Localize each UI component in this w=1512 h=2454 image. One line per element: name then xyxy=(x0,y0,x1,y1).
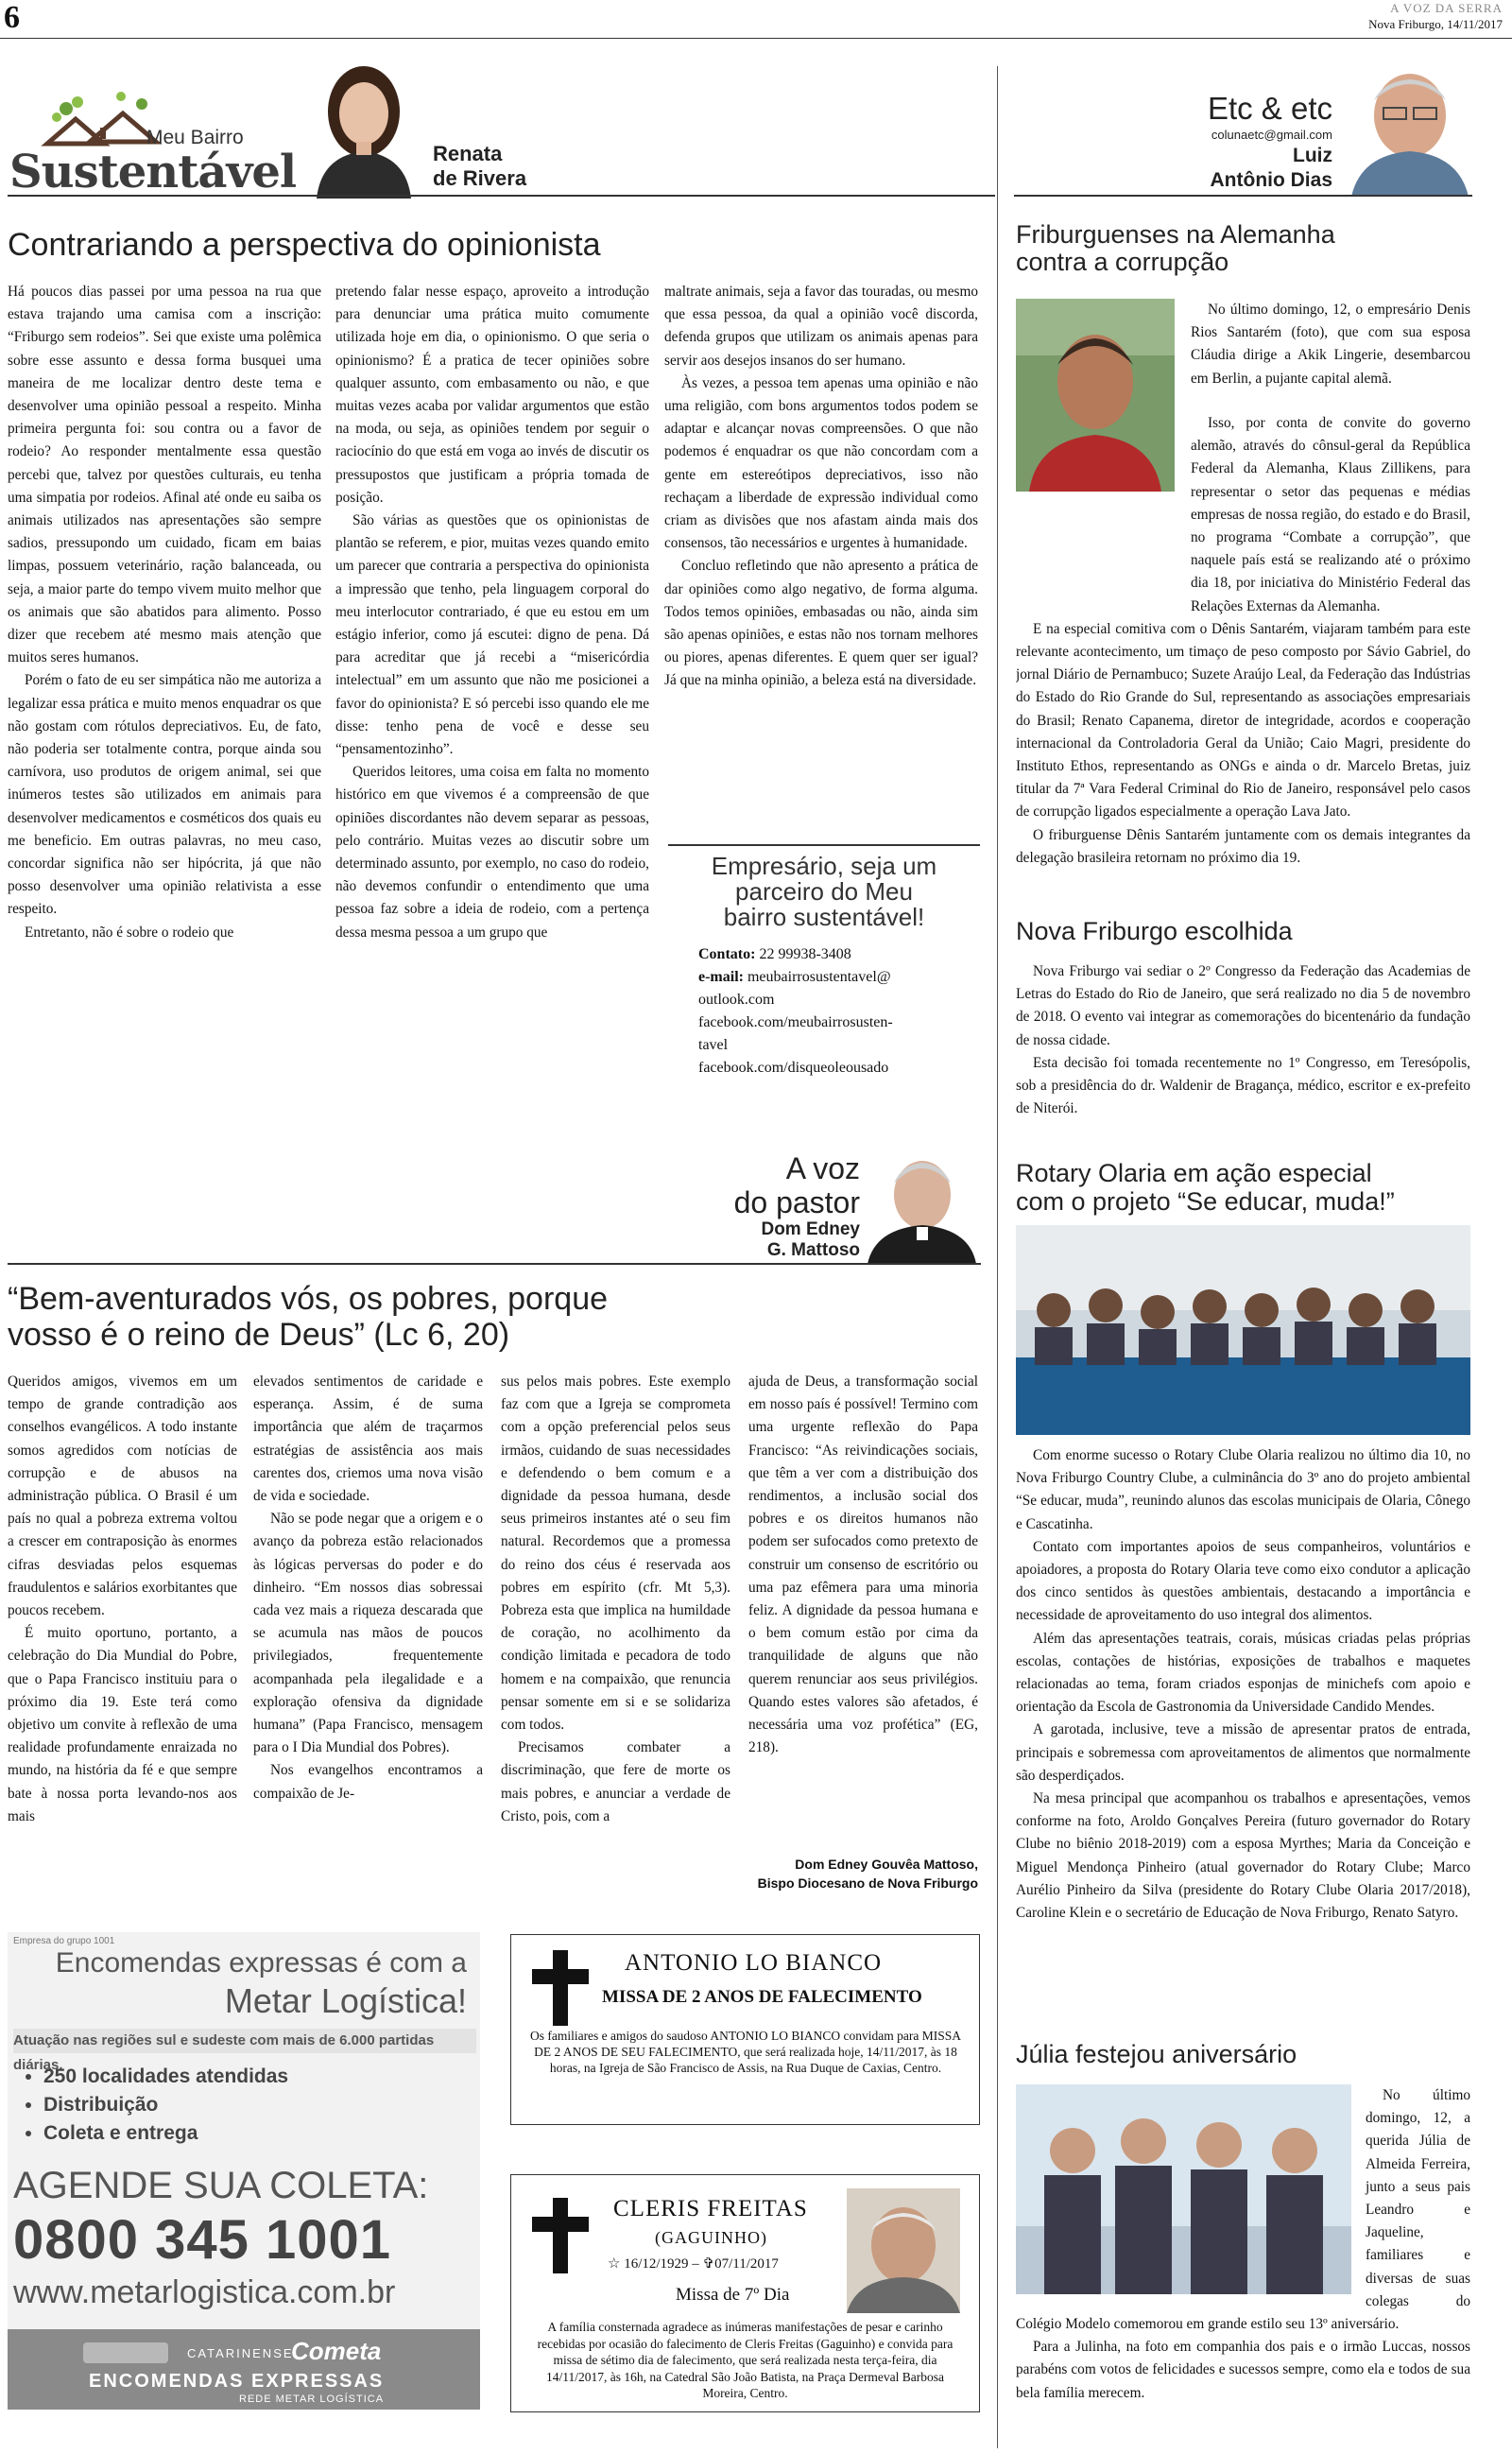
ad-bullet: • Coleta e entrega xyxy=(43,2119,288,2148)
story1-body xyxy=(1016,412,1470,904)
obit2-dates: ☆ 16/12/1929 – ✞07/11/2017 xyxy=(608,2256,779,2272)
ad-slogan xyxy=(56,1945,467,2021)
paragraph: É muito oportuno, portanto, a celebração do Dia Mundial do Pobre, que o Papa Francisco instituiu para o próximo dia 19. Este terá como objetivo um convite à reflexão de uma realidade profundamente enraizada no mundo, na história da fé e que sempre bate à nossa porta levando-nos aos mais xyxy=(8,1625,237,1824)
paragraph: Concluo refletindo que não apresento a prática de dar opiniões como algo negativo, de forma alguma. Todos temos opiniões, embasadas ou não, ainda sim são apenas opiniões, e estas não nos tornam melhores ou piores, apenas diferentes. E quem quer ser igual? Já que na minha opinião, a beleza está na diversidade. xyxy=(664,558,978,689)
article2-col2 xyxy=(253,1371,483,1889)
obit1-name: ANTONIO LO BIANCO xyxy=(625,1950,883,1976)
paragraph: elevados sentimentos de caridade e esperança. Assim, é de suma importância que além de traçarmos estratégias de assistência aos mais carentes dos, criemos uma nova visão de vida e sociedade. xyxy=(253,1374,483,1505)
left-header-rule xyxy=(8,195,995,197)
email-label: e-mail: xyxy=(698,969,744,985)
paragraph: ajuda de Deus, a transformação social em nosso país é possível! Termino com uma urgente reflexão do Papa Francisco: “As reivindicações sociais, que têm a ver com a distribuição dos rendimentos, a inclusão social dos pobres e os direitos humanos não podem ser sufocados como pretexto de construir um consenso de escritório ou uma paz efêmera para uma minoria feliz. A dignidade da pessoa humana e o bem comum estão por cima da tranquilidade de alguns que não querem renunciar aos seus privilégios. Quando estes valores são afetados, é necessária uma voz profética” (EG, 218). xyxy=(748,1374,978,1756)
signature-line2: Bispo Diocesano de Nova Friburgo xyxy=(757,1875,978,1891)
obituary-cleris xyxy=(510,2174,980,2412)
promo-contact xyxy=(698,943,980,966)
paragraph: E na especial comitiva com o Dênis Santarém, viajaram também para este relevante acontecimento, um timaço de peso composto por Sávio Gabriel, do jornal Diário de Pernambuco; Suzete Araújo Leal, da Federação das Indústrias do Estado do Rio Grande do Sul, representando as associações empresariais do Brasil; Renato Capanema, diretor de integridade, acordos e cooperação internacional da Controladoria Geral da União; Caio Magri, presidente do Instituto Ethos, representando as ONGs e ainda o dr. Marcelo Bretas, juiz titular da 7ª Vara Federal Criminal do Rio de Janeiro, responsável pelo casos de corrupção ligados especialmente a operação Lava Jato. xyxy=(1016,620,1470,821)
paragraph: No último domingo, 12, o empresário Denis Rios Santarém (foto), que com sua esposa Cláudia dirige a Akik Lingerie, desembarcou em Berlin, a pujante capital alemã. xyxy=(1191,302,1470,387)
paragraph: Há poucos dias passei por uma pessoa na rua que estava trajando uma camisa com a inscrição: “Friburgo sem rodeios”. Sei que existe uma polêmica sobre esse assunto e dessa forma busquei uma maneira de me localizar dentro deste tema e desenvolver uma opinião pessoal a respeito. Minha primeira pergunta foi: sou contra ou a favor de rodeio? Ao responder mentalmente essa questão percebi que, talvez por questões culturais, eu tenha uma simpatia por rodeios. Afinal até onde eu saiba os animais utilizados nas apresentações são sempre sadios, pressupondo um cuidado, ficam em baias limpas, possuem veterinário, ração balanceada, ou seja, a maior parte do tempo vivem muito melhor que os animais que são abatidos para alimento. Posso dizer que recebem até mesmo mais atenção que muitos seres humanos. xyxy=(8,284,321,666)
story1-title xyxy=(1016,221,1335,276)
article2-title xyxy=(8,1281,608,1353)
page-number: 6 xyxy=(4,0,20,35)
paragraph: No último domingo, 12, a querida Júlia de Almeida Ferreira, junto a seus pais Leandro e Jaqueline, familiares e diversas de suas colegas do Colégio Modelo comemorou em grande estilo seu 13º aniversário. xyxy=(1016,2087,1470,2333)
ad-brand2: Cometa xyxy=(291,2337,382,2365)
etc-title: Etc & etc xyxy=(1207,91,1332,126)
contact-label: Contato: xyxy=(698,946,756,962)
ad-phone[interactable]: 0800 345 1001 xyxy=(13,2209,392,2271)
paragraph: pretendo falar nesse espaço, aproveito a introdução para denunciar uma prática muito comumente utilizada hoje em dia, o opinionismo. O que seria o opinionismo? É a pratica de tecer opiniões sobre qualquer assunto, com embasamento ou não, e que muitas vezes acaba por validar argumentos que estão na moda, ou seja, as opiniões tendem por seguir o raciocínio do que está em voga ao invés de discutir os pressupostos que justificam a própria tomada de posição. xyxy=(335,284,649,506)
logo-big-text: Sustentável xyxy=(9,146,297,199)
paragraph: A garotada, inclusive, teve a missão de apresentar pratos de entrada, principais e sobremessa com aproveitamentos de alimentos que normalmente são desperdiçados. xyxy=(1016,1721,1470,1784)
article2-rule xyxy=(8,1263,981,1265)
article2-col1 xyxy=(8,1371,237,1889)
pastor-name1: Dom Edney xyxy=(761,1219,860,1239)
paragraph: Além das apresentações teatrais, corais, músicas criadas pelas próprias escolas, contações de histórias, exposições de trabalhos e maquetes relacionadas ao tema, foram criados esponjas de minichefs com apoio e orientação da Escola de Gastronomia da Universidade Candido Mendes. xyxy=(1016,1630,1470,1716)
article2-title-line2: vosso é o reino de Deus” (Lc 6, 20) xyxy=(8,1317,510,1353)
article1-col1 xyxy=(8,281,321,1094)
paragraph: Queridos amigos, vivemos em um tempo de grande contradição aos conselhos evangélicos. A todo instante somos agredidos com notícias de corrupção e de abusos na administração pública. O Brasil é um país no qual a pobreza extrema voltou a crescer em contraposição às enormes cifras desviadas pelos esquemas fraudulentos e salários exorbitantes que poucos recebem. xyxy=(8,1374,237,1619)
ad-bullets xyxy=(8,2063,288,2148)
author-last: de Rivera xyxy=(433,166,527,190)
obit1-subtitle: MISSA DE 2 ANOS DE FALECIMENTO xyxy=(602,1987,922,2007)
obit2-subtitle: Missa de 7º Dia xyxy=(676,2285,790,2305)
etc-email[interactable]: colunaetc@gmail.com xyxy=(1211,128,1332,142)
paragraph: Nos evangelhos encontramos a compaixão de Je- xyxy=(253,1762,483,1802)
paragraph: Queridos leitores, uma coisa em falta no momento histórico em que vivemos é a compreensão de que opiniões discordantes não devem separar as pessoas, pelo contrário. Muitas vezes ao discutir sobre um determinado assunto, por exemplo, no caso do rodeio, não devemos confundir o entendimento que uma pessoa faz sobre a ideia de rodeio, com a pertença dessa mesma pessoa a um grupo que xyxy=(335,764,649,941)
paragraph: Isso, por conta de convite do governo alemão, através do cônsul-geral da República Federal da Alemanha, Klaus Zillikens, para representar o setor das pequenas e médias empresas de nossa região, do estado e do Brasil, no programa “Combate a corrupção”, que naquele país está se realizando até o próximo dia 18, por iniciativa do Ministério Federal das Relações Externas da Alemanha. xyxy=(1191,415,1470,614)
contact-value[interactable]: 22 99938-3408 xyxy=(759,946,851,962)
ad-cta: AGENDE SUA COLETA: xyxy=(13,2165,429,2206)
bus-icon xyxy=(83,2342,168,2363)
sustentavel-logo xyxy=(9,85,297,199)
right-header-rule xyxy=(1014,195,1472,197)
masthead-rule xyxy=(0,38,1512,39)
paragraph: São várias as questões que os opinionistas de plantão se referem, e pior, muitas vezes quando emito um parecer que contraria a perspectiva do opinionista a impressão que tenho, pela linguagem corporal do meu interlocutor contrariado, é que eu estou em um estágio inferior, como já escutei: digno de pena. Dá para acreditar que já recebi a “misericórdia intelectual” em um assunto que não me posicionei a favor do opinionista? E só percebi isso quando ele me disse: tenho pena de você e desse seu “pensamentozinho”. xyxy=(335,512,649,758)
article1-col3 xyxy=(664,281,978,829)
ad-coverage: Atuação nas regiões sul e sudeste com mais de 6.000 partidas diárias. xyxy=(13,2029,476,2053)
paragraph: O friburguense Dênis Santarém juntamente com os demais integrantes da delegação brasileira retornam no próximo dia 19. xyxy=(1016,826,1470,866)
cross-icon xyxy=(532,1950,589,2026)
etc-header xyxy=(1115,91,1332,193)
signature-line1: Dom Edney Gouvêa Mattoso, xyxy=(795,1857,978,1872)
pastor-heading2: do pastor xyxy=(733,1185,860,1219)
ad-slogan2: Metar Logística! xyxy=(224,1981,467,2020)
article2-title-line1: “Bem-aventurados vós, os pobres, porque xyxy=(8,1281,609,1317)
paragraph: maltrate animais, seja a favor das touradas, ou mesmo que essa pessoa, da qual a opinião você discorda, defenda grupos que utilizam os animais apenas para servir aos desejos insanos do ser humano. xyxy=(664,284,978,369)
obit2-nickname: (GAGUINHO) xyxy=(655,2228,767,2247)
story2-body xyxy=(1016,960,1470,1149)
paragraph: Porém o fato de eu ser simpática não me autoriza a legalizar essa prática e muito menos enquadrar os que não gostam com rótulos depreciativos. Eu, de fato, não poderia ser totalmente contra, porque ainda sou carnívora, uso produtos de origem animal, sei que inúmeros testes são utilizados em animais para desenvolver medicamentos e cosméticos dos quais eu me beneficio. Em outras palavras, no meu caso, concordar significa não ser hipócrita, já que não posso desenvolver uma opinião relativista a esse respeito. xyxy=(8,672,321,918)
promo-box xyxy=(668,844,980,1103)
promo-email xyxy=(698,966,980,989)
ad-brand-bar xyxy=(8,2329,480,2410)
pastor-name2: G. Mattoso xyxy=(766,1240,860,1260)
ad-slogan1: Encomendas expressas é com a xyxy=(55,1947,467,1979)
obit2-text: A família consternada agradece as inúmeras manifestações de pesar e carinho recebidas por ocasião do falecimento de Cleris Freitas (Gaguinho) e convida para missa de sétimo dia de falecimento, que será realizada nesta terça-feira, dia 14/11/2017, às 16h, na Catedral São João Batista, na Praça Dermeval Barbosa Moreira, Centro. xyxy=(537,2320,954,2400)
story3-body xyxy=(1016,1444,1470,2040)
paragraph: Contato com importantes apoios de seus companheiros, voluntários e apoiadores, a proposta do Rotary Olaria teve como eixo condutor a aplicação dos cinco sentidos às questões ambientais, destacando a importância e necessidade de aproveitamento do uso integral dos alimentos. xyxy=(1016,1538,1470,1624)
obit1-text: Os familiares e amigos do saudoso ANTONIO LO BIANCO convidam para MISSA DE 2 ANOS DE SEU FALECIMENTO, que será realizada hoje, 14/11/2017, às 18 horas, na Igreja de São Francisco de Assis, na Rua Duque de Caxias, Centro. xyxy=(529,2029,962,2075)
author-first: Renata xyxy=(433,142,503,165)
paragraph: Para a Julinha, na foto em companhia dos pais e o irmão Luccas, nossos parabéns com votos de felicidades e sucessos sempre, como ela e todos de sua bela família merecem. xyxy=(1016,2339,1470,2401)
email-value-continued[interactable]: outlook.com xyxy=(698,992,775,1008)
ad-group-tag: Empresa do grupo 1001 xyxy=(13,1936,115,1946)
promo-line2: parceiro do Meu xyxy=(735,877,913,906)
paragraph: Precisamos combater a discriminação, que fere de morte os mais pobres, e anunciar a verdade de Cristo, pois, com a xyxy=(501,1739,730,1824)
story2-title: Nova Friburgo escolhida xyxy=(1016,917,1293,945)
promo-heading xyxy=(668,854,980,930)
story4-body xyxy=(1016,2084,1470,2448)
story3-title xyxy=(1016,1159,1395,1216)
story1-title-line2: contra a corrupção xyxy=(1016,248,1229,276)
story1-title-line1: Friburguenses na Alemanha xyxy=(1016,220,1335,249)
article1-title: Contrariando a perspectiva do opinionista xyxy=(8,227,601,263)
promo-contacts xyxy=(668,943,980,1080)
author-photo-luiz xyxy=(1342,57,1474,197)
pastor-heading1: A voz xyxy=(785,1151,860,1185)
paragraph: Esta decisão foi tomada recentemente no 1º Congresso, em Teresópolis, sob a presidência do dr. Waldenir de Bragança, médico, escritor e ex-prefeito de Niterói. xyxy=(1016,1054,1470,1117)
paragraph: Não se pode negar que a origem e o avanço da pobreza estão relacionados às lógicas perversas do poder e do dinheiro. “Em nossos dias sobressai cada vez mais a riqueza descarada que se acumula nas mãos de poucos privilegiados, frequentemente acompanhada pela ilegalidade e a exploração ofensiva da dignidade humana” (Papa Francisco, mensagem para o I Dia Mundial dos Pobres). xyxy=(253,1511,483,1756)
author-photo-renata xyxy=(312,57,416,199)
story4-title: Júlia festejou aniversário xyxy=(1016,2040,1297,2068)
ad-bullet: • Distribuição xyxy=(43,2091,288,2119)
paragraph: Às vezes, a pessoa tem apenas uma opinião e não uma religião, com bons argumentos todos podem se adaptar e alcançar novas compreensões. O que não podemos é enquadrar os que não concordam com a gente em estereótipos depreciativos, isso não rechaçam a liberdade de expressão individual como criam as divisões que nos afastam ainda mais dos consensos, tão necessários e urgentes à humanidade. xyxy=(664,374,978,552)
article2-col3 xyxy=(501,1371,730,1889)
story3-photo xyxy=(1016,1225,1470,1435)
pastor-heading xyxy=(699,1151,860,1261)
date-line: Nova Friburgo, 14/11/2017 xyxy=(1368,17,1503,31)
pastor-photo xyxy=(868,1146,976,1264)
obit2-photo xyxy=(847,2188,960,2313)
obit2-name: CLERIS FREITAS xyxy=(613,2196,808,2221)
promo-line3: bairro sustentável! xyxy=(723,903,925,931)
obituary-lo-bianco xyxy=(510,1934,980,2125)
ad-bullet: • 250 localidades atendidas xyxy=(43,2063,288,2091)
promo-line1: Empresário, seja um xyxy=(711,852,937,880)
paragraph: Com enorme sucesso o Rotary Clube Olaria realizou no último dia 10, no Nova Friburgo Country Clube, a culminância do 3º ano do projeto ambiental “Se educar, muda”, reunindo alunos das escolas municipais de Olaria, Cônego e Cascatinha. xyxy=(1016,1447,1470,1532)
story3-title-line1: Rotary Olaria em ação especial xyxy=(1016,1159,1372,1187)
article1-col2 xyxy=(335,281,649,1094)
etc-author2: Antônio Dias xyxy=(1210,169,1332,191)
author-name-left xyxy=(433,142,526,191)
paragraph: Na mesa principal que acompanhou os trabalhos e apresentações, vemos conforme na foto, Aroldo Gonçalves Pereira (futuro governador do Rotary Clube no biênio 2018-2019) com a esposa Myrthes; Maria da Conceição e Miguel Mendonça Pinheiro (atual governador do Rotary Clube; Marco Aurélio Pinheiro da Silva (presidente do Rotary Clube Olaria 2017/2018), Caroline Klein e o secretário de Educação de Nova Friburgo, Renato Satyro. xyxy=(1016,1790,1470,1922)
logo-small-text: Meu Bairro xyxy=(146,127,244,148)
facebook-link-1b[interactable]: tavel xyxy=(698,1037,729,1053)
cross-icon xyxy=(532,2198,589,2273)
facebook-link-1a[interactable]: facebook.com/meubairrosusten- xyxy=(698,1014,893,1030)
paragraph: Entretanto, não é sobre o rodeio que xyxy=(25,924,234,941)
paragraph: sus pelos mais pobres. Este exemplo faz com que a Igreja se comprometa com a opção preferencial pelos seus irmãos, cuidando de suas necessidades e defendendo o bem comum e a dignidade da pessoa humana, desde seus primeiros instantes até o seu fim natural. Recordemos que a promessa do reino dos céus é reservada aos pobres em espírito (cfr. Mt 5,3). Pobreza esta que implica na humildade de coração, no acolhimento da condição limitada e pecadora de todo homem e na compaixão, que renuncia pensar somente em si e se solidariza com todos. xyxy=(501,1374,730,1734)
etc-author1: Luiz xyxy=(1293,145,1332,166)
ad-brand3: ENCOMENDAS EXPRESSAS xyxy=(89,2371,385,2392)
story3-title-line2: com o projeto “Se educar, muda!” xyxy=(1016,1187,1395,1216)
ad-brand1: CATARINENSE xyxy=(187,2346,294,2360)
facebook-link-2[interactable]: facebook.com/disqueoleousado xyxy=(698,1060,889,1076)
paragraph: Nova Friburgo vai sediar o 2º Congresso da Federação das Academias de Letras do Estado do Rio de Janeiro, que será realizado no dia 5 de novembro de 2018. O evento vai integrar as comemorações do bicentenário da fundação de nossa cidade. xyxy=(1016,963,1470,1048)
email-value[interactable]: meubairrosustentavel@ xyxy=(747,969,891,985)
column-divider xyxy=(997,66,998,2448)
metar-ad[interactable] xyxy=(8,1932,480,2410)
paper-name: A VOZ DA SERRA xyxy=(1390,1,1503,15)
ad-brand4: REDE METAR LOGÍSTICA xyxy=(239,2394,385,2405)
article2-signature xyxy=(737,1855,978,1892)
ad-site[interactable]: www.metarlogistica.com.br xyxy=(13,2274,396,2310)
article2-col4 xyxy=(748,1371,978,1851)
